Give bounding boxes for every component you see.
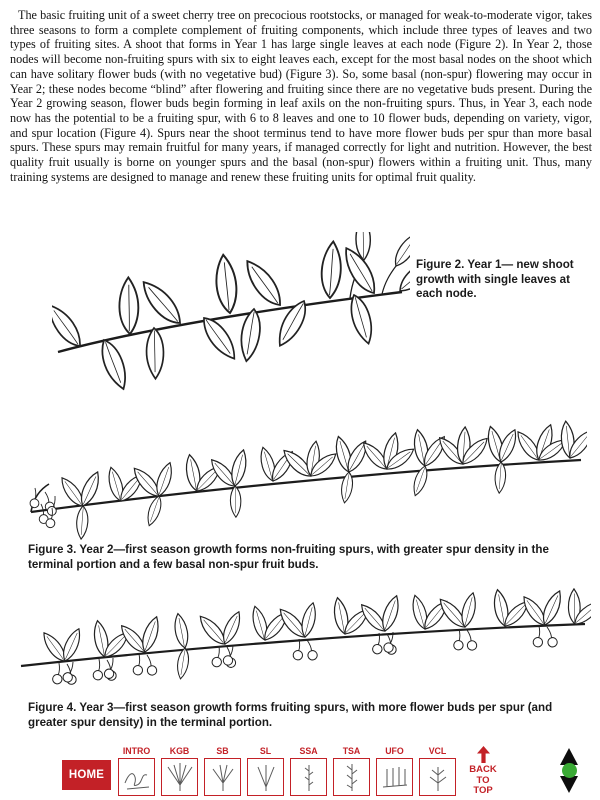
nav-item-label: SB xyxy=(216,746,229,756)
nav-item-kgb[interactable] xyxy=(159,744,200,796)
intro-thumbnail-icon xyxy=(118,758,155,796)
ssa-thumbnail-icon xyxy=(290,758,327,796)
article-body-text: The basic fruiting unit of a sweet cherry tree on precocious rootstocks, or managed for weak-to-moderate vigor, takes three seasons to form a complete complement of fruiting components, which include three types of leaves and two types of fruiting sites. A shoot that forms in Year 1 has large single leaves at each node (Figure 2). In Year 2, those nodes will become non-fruiting spurs with six to eight leaves each, except for the most basal nodes on the shoot which can have solitary flower buds (with no vegetative bud) (Figure 3). So, some basal (non-spur) flowering may occur in Year 2; these nodes become “blind” after flowering and fruiting since there are no vegetative buds present. During the Year 2 growing season, flower buds begin forming in leaf axils on the non-fruiting spurs. Thus, in Year 3, each node now has the potential to be a fruiting spur, with 6 to 8 leaves and one to 10 flower buds, depending on variety, vigor, and spur location (Figure 4). Spurs near the shoot terminus tend to have more flower buds per spur than more basal spurs. These spurs may remain fruitful for many years, if managed correctly for light and nutrition. However, the best quality fruit usually is borne on younger spurs and the basal (non-spur) flowers within a fruiting unit. Thus, many training systems are designed to manage and renew these fruiting units for optimal fruit quality. xyxy=(10,8,592,184)
nav-item-label: SL xyxy=(259,746,272,756)
nav-item-label: VCL xyxy=(428,746,447,756)
nav-item-label: UFO xyxy=(385,746,404,756)
tsa-thumbnail-icon xyxy=(333,758,370,796)
vcl-thumbnail-icon xyxy=(419,758,456,796)
scroll-indicator xyxy=(560,748,578,793)
figure3-caption: Figure 3. Year 2—first season growth forms non-fruiting spurs, with greater spur density in the terminal portion and a few basal non-spur fruit buds. xyxy=(28,543,549,571)
nav-item-ufo[interactable] xyxy=(374,744,415,796)
up-arrow-icon xyxy=(477,746,490,763)
nav-item-vcl[interactable] xyxy=(417,744,458,796)
home-button[interactable]: HOME xyxy=(62,760,111,790)
nav-item-label: KGB xyxy=(169,746,190,756)
scroll-handle[interactable] xyxy=(562,763,577,778)
back-to-top-button[interactable] xyxy=(464,746,502,797)
back-to-top-label: BACK TO TOP xyxy=(469,764,497,797)
figure4-caption: Figure 4. Year 3—first season growth forms fruiting spurs, with more flower buds per spur (and greater spur density) in the terminal portion. xyxy=(28,701,553,729)
nav-item-sb[interactable] xyxy=(202,744,243,796)
nav-item-ssa[interactable] xyxy=(288,744,329,796)
figure2-illustration xyxy=(52,232,410,428)
figure3-illustration xyxy=(25,420,587,540)
nav-item-label: TSA xyxy=(342,746,361,756)
nav-item-sl[interactable] xyxy=(245,744,286,796)
bottom-navigation xyxy=(62,744,502,800)
nav-item-tsa[interactable] xyxy=(331,744,372,796)
sl-thumbnail-icon xyxy=(247,758,284,796)
nav-item-intro[interactable] xyxy=(116,744,157,796)
sb-thumbnail-icon xyxy=(204,758,241,796)
figure2-caption: Figure 2. Year 1— new shoot growth with single leaves at each node. xyxy=(416,258,574,301)
ufo-thumbnail-icon xyxy=(376,758,413,796)
figure4-illustration xyxy=(15,582,591,704)
nav-item-label: SSA xyxy=(299,746,318,756)
nav-item-label: INTRO xyxy=(122,746,151,756)
kgb-thumbnail-icon xyxy=(161,758,198,796)
scroll-down-arrow-icon[interactable] xyxy=(560,776,578,793)
